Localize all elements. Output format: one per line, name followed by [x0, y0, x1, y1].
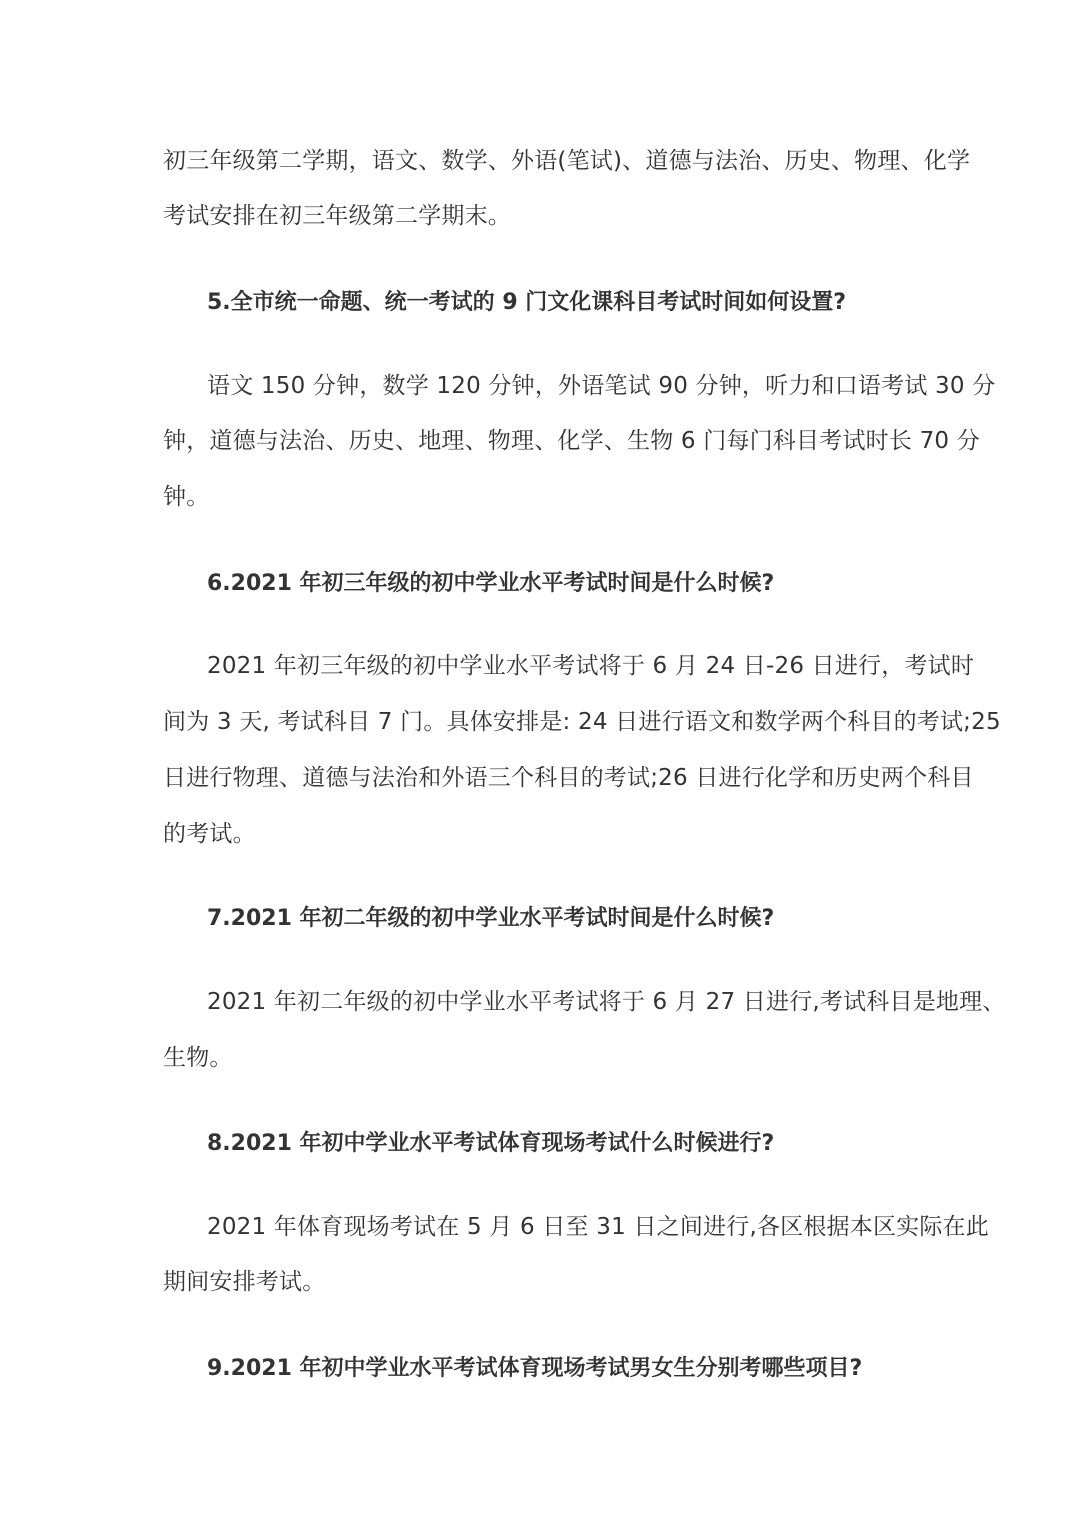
question-heading: 7.2021 年初二年级的初中学业水平考试时间是什么时候?	[207, 906, 775, 931]
answer-text-line: 语文 150 分钟，数学 120 分钟，外语笔试 90 分钟，听力和口语考试 30 分	[207, 373, 996, 399]
answer-text-line: 钟。	[163, 484, 210, 510]
question-heading: 6.2021 年初三年级的初中学业水平考试时间是什么时候?	[207, 571, 775, 596]
answer-text-line: 期间安排考试。	[163, 1269, 326, 1295]
intro-text-line: 考试安排在初三年级第二学期末。	[163, 203, 511, 229]
answer-text-line: 钟，道德与法治、历史、地理、物理、化学、生物 6 门每门科目考试时长 70 分	[163, 428, 980, 454]
answer-text-line: 的考试。	[163, 821, 256, 847]
answer-text-line: 间为 3 天, 考试科目 7 门。具体安排是: 24 日进行语文和数学两个科目的考试;25	[163, 709, 1001, 735]
question-heading: 8.2021 年初中学业水平考试体育现场考试什么时候进行?	[207, 1131, 775, 1156]
answer-text-line: 2021 年体育现场考试在 5 月 6 日至 31 日之间进行,各区根据本区实际在此	[207, 1214, 989, 1240]
intro-text-line: 初三年级第二学期，语文、数学、外语(笔试)、道德与法治、历史、物理、化学	[163, 148, 971, 174]
answer-text-line: 2021 年初三年级的初中学业水平考试将于 6 月 24 日-26 日进行，考试时	[207, 653, 975, 679]
question-heading: 9.2021 年初中学业水平考试体育现场考试男女生分别考哪些项目?	[207, 1356, 863, 1381]
answer-text-line: 生物。	[163, 1045, 233, 1071]
answer-text-line: 2021 年初二年级的初中学业水平考试将于 6 月 27 日进行,考试科目是地理、	[207, 989, 1006, 1015]
question-heading: 5.全市统一命题、统一考试的 9 门文化课科目考试时间如何设置?	[207, 290, 847, 315]
answer-text-line: 日进行物理、道德与法治和外语三个科目的考试;26 日进行化学和历史两个科目	[163, 765, 974, 791]
